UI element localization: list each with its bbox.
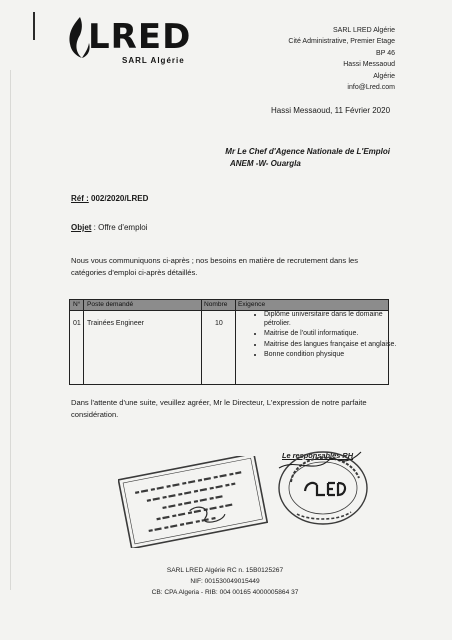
sender-line: Algérie xyxy=(373,72,395,80)
subject xyxy=(71,223,148,232)
sender-line: Cité Administrative, Premier Etage xyxy=(288,38,395,46)
intro-paragraph: Nous vous communiquons ci-après ; nos besoins en matière de recrutement dans les catégories d'emploi ci-après détaillés. xyxy=(71,256,359,277)
recipient-line-2: ANEM -W- Ouargla xyxy=(230,159,301,168)
recipient-block xyxy=(170,146,390,170)
job-table xyxy=(69,299,397,385)
subject-value: : Offre d'emploi xyxy=(91,223,148,232)
company-logo xyxy=(66,16,216,68)
requirement-item: • Diplôme universitaire dans le domaine pétrolier. xyxy=(264,310,404,328)
row-num: 01 xyxy=(73,320,81,327)
sender-address xyxy=(225,25,395,93)
header-poste: Poste demandé xyxy=(87,301,134,308)
subject-label: Objet xyxy=(71,223,92,232)
column-divider xyxy=(83,300,84,384)
logo-wordmark: LRED xyxy=(88,17,192,57)
sender-email: info@Lred.com xyxy=(347,84,395,92)
closing-paragraph: Dans l'attente d'une suite, veuillez agréer, Mr le Directeur, L'expression de notre parfaite considération. xyxy=(71,398,367,419)
requirement-item: • Maitrise de l'outil informatique. xyxy=(264,329,404,338)
requirement-item: • Bonne condition physique xyxy=(264,350,404,359)
reference-label: Réf : xyxy=(71,194,89,203)
column-divider xyxy=(201,300,202,384)
footer xyxy=(110,566,340,598)
reference xyxy=(71,194,148,203)
footer-bank: CB: CPA Algeria - RIB: 004 00165 4000005864 37 xyxy=(151,588,299,596)
reference-value: 002/2020/LRED xyxy=(88,194,149,203)
sender-line: Hassi Messaoud xyxy=(343,61,395,69)
anem-stamp xyxy=(118,456,268,548)
header-num: N° xyxy=(73,301,81,308)
footer-rc: SARL LRED Algérie RC n. 15B0125267 xyxy=(166,567,284,574)
company-stamp xyxy=(273,444,375,528)
sender-line: BP 46 xyxy=(376,49,395,57)
requirements-list xyxy=(250,310,404,360)
row-poste: Trainées Engineer xyxy=(87,320,144,327)
signatory-title: Le responsables RH xyxy=(282,451,354,460)
sender-line: SARL LRED Algérie xyxy=(333,27,395,34)
recipient-line-1: Mr Le Chef d'Agence Nationale de L'Emploi xyxy=(225,147,390,156)
letter-date: Hassi Messaoud, 11 Février 2020 xyxy=(271,106,391,115)
column-divider xyxy=(235,300,236,384)
row-nombre: 10 xyxy=(215,320,223,327)
header-exigence: Exigence xyxy=(238,301,266,308)
scan-edge-mark xyxy=(33,12,35,40)
requirement-item: • Maitrise des langues française et anglaise. xyxy=(264,340,404,349)
logo-subtitle: SARL Algérie xyxy=(122,56,185,65)
footer-nif: NIF: 001530049015449 xyxy=(190,577,260,585)
scan-fold-line xyxy=(10,70,11,590)
header-nombre: Nombre xyxy=(204,301,228,308)
